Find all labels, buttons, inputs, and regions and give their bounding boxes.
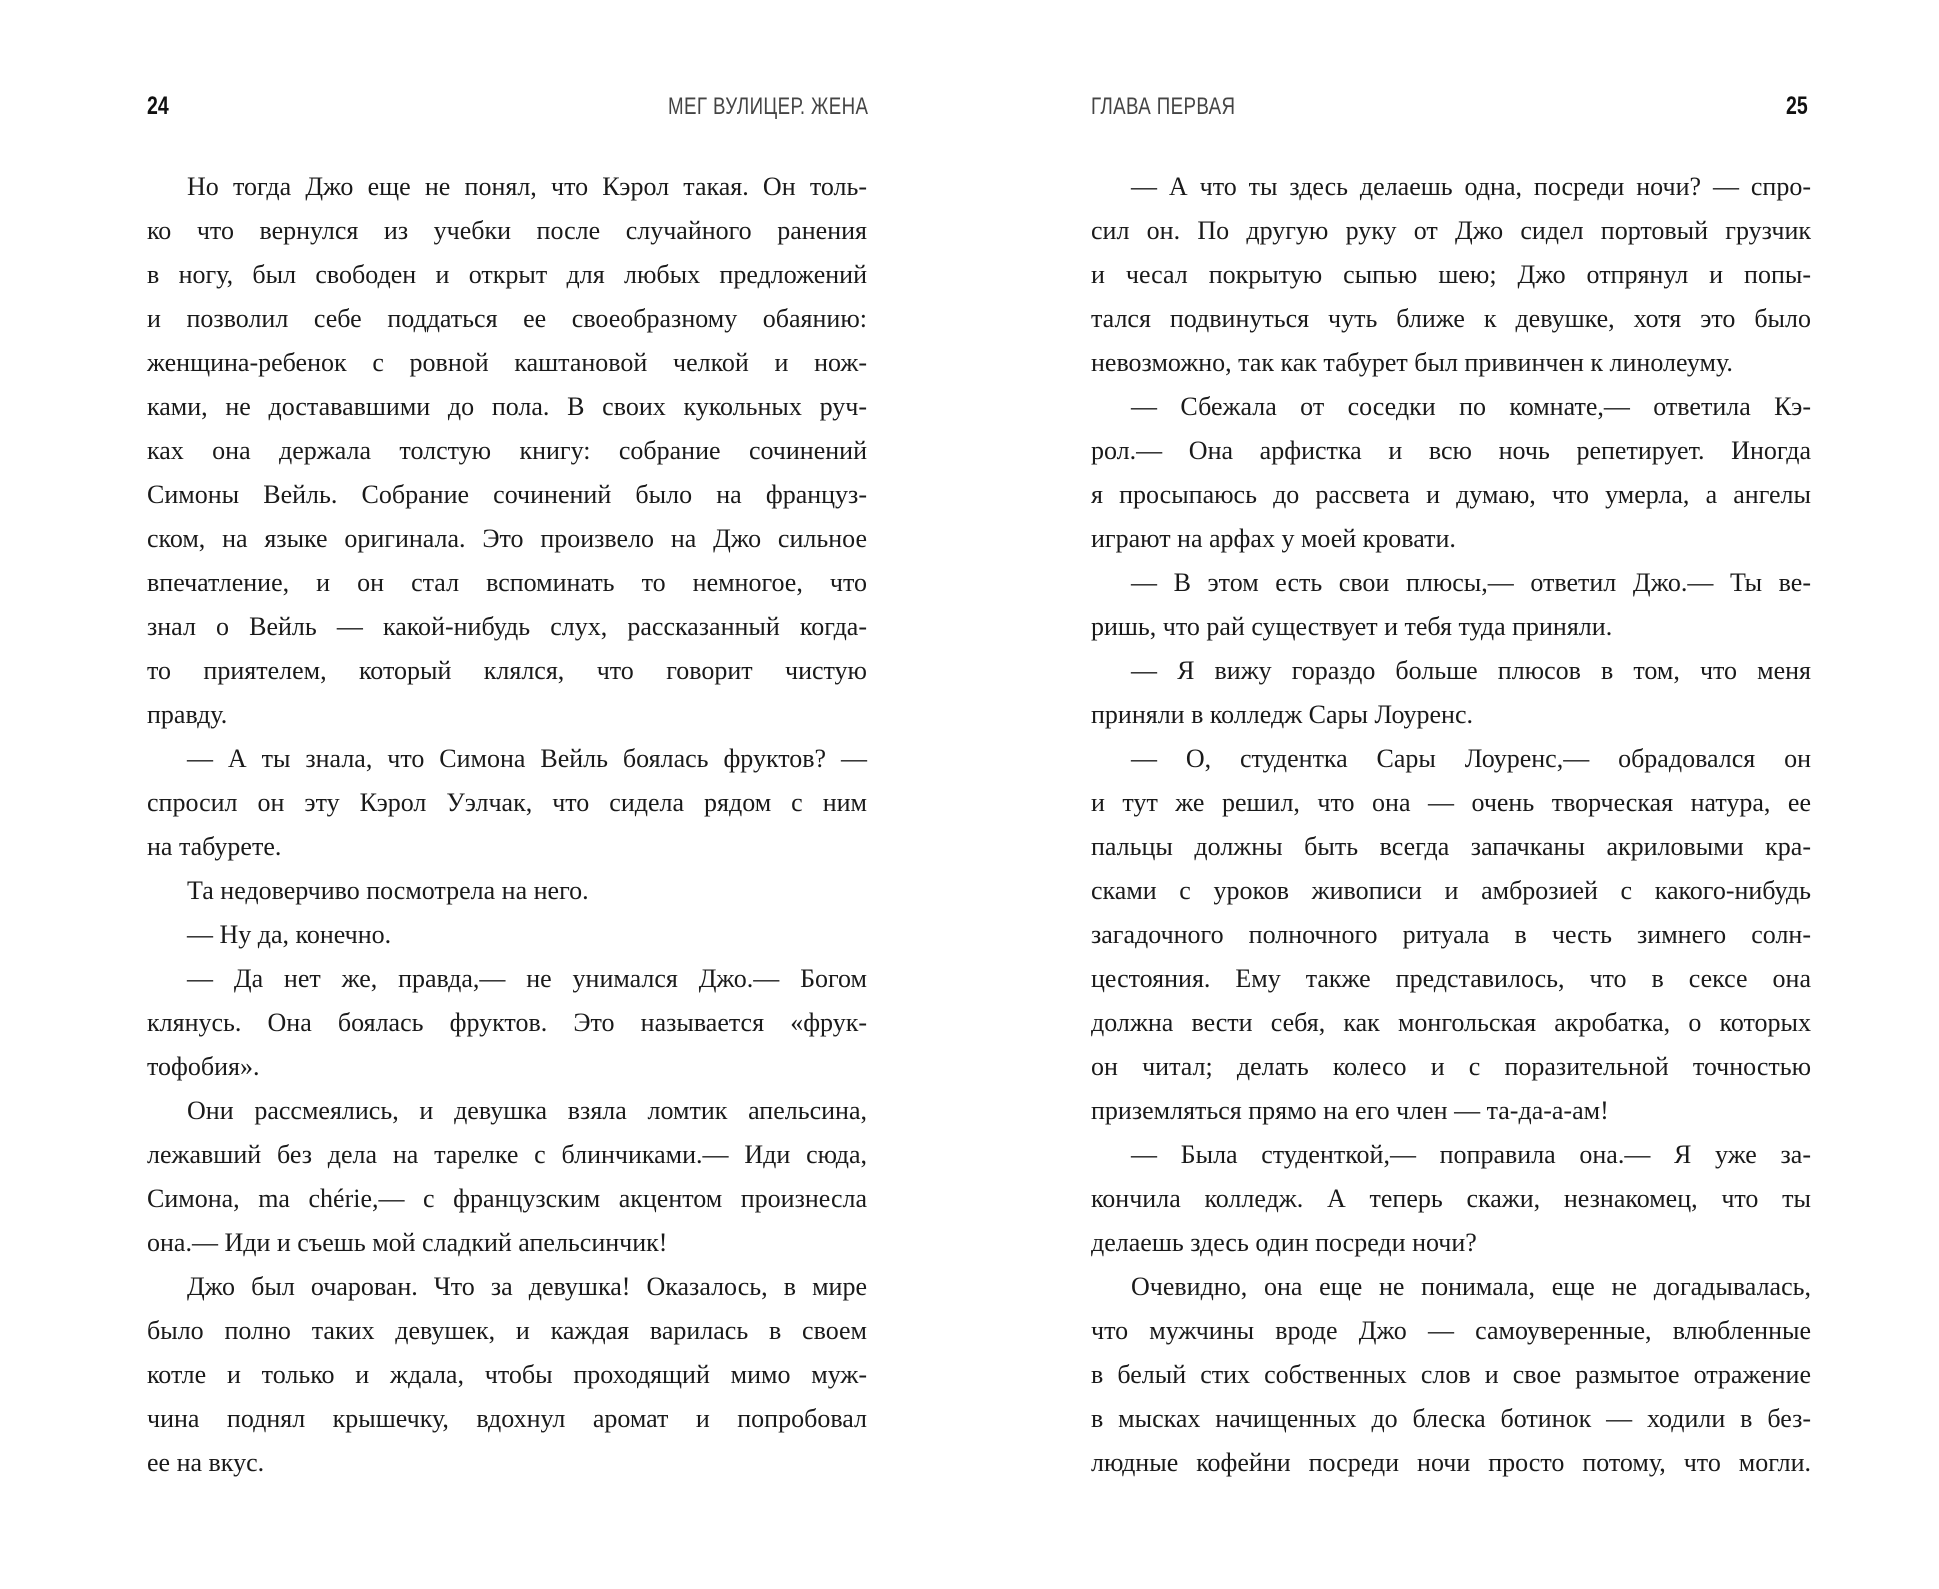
- paragraph: [1091, 1272, 1811, 1492]
- text-line: загадочного полночного ритуала в честь зимнего солн-: [1091, 920, 1811, 949]
- text-line: ее на вкус.: [147, 1448, 265, 1477]
- text-line: в белый стих собственных слов и свое размытое отражение: [1091, 1360, 1811, 1389]
- text-line: клянусь. Она боялась фруктов. Это называется «фрук-: [147, 1008, 867, 1037]
- text-line: в мысках начищенных до блеска ботинок — ходили в без-: [1091, 1404, 1811, 1433]
- text-line: — А ты знала, что Симона Вейль боялась фруктов? —: [187, 744, 867, 773]
- text-line: на табурете.: [147, 832, 282, 861]
- left-page: [0, 0, 969, 1589]
- text-line: что мужчины вроде Джо — самоуверенные, влюбленные: [1091, 1316, 1811, 1345]
- paragraph: [147, 920, 867, 964]
- running-head: ГЛАВА ПЕРВАЯ: [1091, 93, 1236, 120]
- text-line: и тут же решил, что она — очень творческая натура, ее: [1091, 788, 1811, 817]
- text-line: ками, не достававшими до пола. В своих кукольных руч-: [147, 392, 867, 421]
- text-line: Но тогда Джо еще не понял, что Кэрол такая. Он толь-: [187, 172, 867, 201]
- text-line: Та недоверчиво посмотрела на него.: [187, 876, 589, 905]
- text-line: Симона, ma chérie,— с французским акцентом произнесла: [147, 1184, 867, 1213]
- text-line: ках она держала толстую книгу: собрание сочинений: [147, 436, 867, 465]
- paragraph: [1091, 656, 1811, 744]
- text-line: спросил он эту Кэрол Уэлчак, что сидела рядом с ним: [147, 788, 867, 817]
- text-line: невозможно, так как табурет был привинчен к линолеуму.: [1091, 348, 1733, 377]
- text-line: и позволил себе поддаться ее своеобразному обаянию:: [147, 304, 867, 333]
- paragraph: [147, 964, 867, 1096]
- text-line: ко что вернулся из учебки после случайного ранения: [147, 216, 867, 245]
- text-line: я просыпаюсь до рассвета и думаю, что умерла, а ангелы: [1091, 480, 1811, 509]
- text-line: сил он. По другую руку от Джо сидел портовый грузчик: [1091, 216, 1811, 245]
- running-head: МЕГ ВУЛИЦЕР. ЖЕНА: [668, 93, 869, 120]
- text-line: — Была студенткой,— поправила она.— Я уже за-: [1131, 1140, 1811, 1169]
- text-line: тофобия».: [147, 1052, 260, 1081]
- paragraph: [1091, 1140, 1811, 1272]
- text-line: лежавший без дела на тарелке с блинчиками.— Иди сюда,: [147, 1140, 867, 1169]
- page-number: 25: [1786, 92, 1808, 120]
- text-line: — А что ты здесь делаешь одна, посреди ночи? — спро-: [1131, 172, 1811, 201]
- text-line: Они рассмеялись, и девушка взяла ломтик апельсина,: [187, 1096, 867, 1125]
- text-line: в ногу, был свободен и открыт для любых предложений: [147, 260, 867, 289]
- text-line: она.— Иди и съешь мой сладкий апельсинчик!: [147, 1228, 668, 1257]
- paragraph: [1091, 568, 1811, 656]
- paragraph: [147, 1272, 867, 1492]
- text-line: — В этом есть свои плюсы,— ответил Джо.— Ты ве-: [1131, 568, 1811, 597]
- text-line: — Я вижу гораздо больше плюсов в том, что меня: [1131, 656, 1811, 685]
- text-line: — Ну да, конечно.: [187, 920, 392, 949]
- text-line: котле и только и ждала, чтобы проходящий мимо муж-: [147, 1360, 867, 1389]
- text-line: тался подвинуться чуть ближе к девушке, хотя это было: [1091, 304, 1811, 333]
- paragraph: [1091, 392, 1811, 568]
- text-line: должна вести себя, как монгольская акробатка, о которых: [1091, 1008, 1811, 1037]
- paragraph: [1091, 744, 1811, 1140]
- text-line: и чесал покрытую сыпью шею; Джо отпрянул и попы-: [1091, 260, 1811, 289]
- text-line: сками с уроков живописи и амброзией с какого-нибудь: [1091, 876, 1811, 905]
- paragraph: [147, 744, 867, 876]
- text-line: было полно таких девушек, и каждая варилась в своем: [147, 1316, 867, 1345]
- paragraph: [147, 172, 867, 744]
- text-line: Симоны Вейль. Собрание сочинений было на француз-: [147, 480, 867, 509]
- page-number: 24: [147, 92, 169, 120]
- text-line: людные кофейни посреди ночи просто потому, что могли.: [1091, 1448, 1811, 1477]
- paragraph: [147, 876, 867, 920]
- text-line: Очевидно, она еще не понимала, еще не догадывалась,: [1131, 1272, 1811, 1301]
- right-page: [970, 0, 1939, 1589]
- text-line: пальцы должны быть всегда запачканы акриловыми кра-: [1091, 832, 1811, 861]
- text-line: — Сбежала от соседки по комнате,— ответила Кэ-: [1131, 392, 1811, 421]
- text-line: он читал; делать колесо и с поразительной точностью: [1091, 1052, 1811, 1081]
- page-body: [147, 172, 867, 1492]
- text-line: женщина-ребенок с ровной каштановой челкой и нож-: [147, 348, 867, 377]
- text-line: правду.: [147, 700, 228, 729]
- text-line: — Да нет же, правда,— не унимался Джо.— Богом: [187, 964, 867, 993]
- text-line: ришь, что рай существует и тебя туда приняли.: [1091, 612, 1613, 641]
- text-line: приземляться прямо на его член — та-да-а-ам!: [1091, 1096, 1609, 1125]
- text-line: рол.— Она арфистка и всю ночь репетирует. Иногда: [1091, 436, 1811, 465]
- text-line: играют на арфах у моей кровати.: [1091, 524, 1456, 553]
- text-line: ском, на языке оригинала. Это произвело на Джо сильное: [147, 524, 867, 553]
- text-line: чина поднял крышечку, вдохнул аромат и попробовал: [147, 1404, 867, 1433]
- text-line: кончила колледж. А теперь скажи, незнакомец, что ты: [1091, 1184, 1811, 1213]
- text-line: цестояния. Ему также представилось, что в сексе она: [1091, 964, 1811, 993]
- text-line: знал о Вейль — какой-нибудь слух, рассказанный когда-: [147, 612, 867, 641]
- paragraph: [147, 1096, 867, 1272]
- text-line: то приятелем, который клялся, что говорит чистую: [147, 656, 867, 685]
- paragraph: [1091, 172, 1811, 392]
- page-body: [1091, 172, 1811, 1492]
- text-line: приняли в колледж Сары Лоуренс.: [1091, 700, 1474, 729]
- text-line: делаешь здесь один посреди ночи?: [1091, 1228, 1477, 1257]
- text-line: впечатление, и он стал вспоминать то немногое, что: [147, 568, 867, 597]
- text-line: Джо был очарован. Что за девушка! Оказалось, в мире: [187, 1272, 867, 1301]
- text-line: — О, студентка Сары Лоуренс,— обрадовался он: [1131, 744, 1811, 773]
